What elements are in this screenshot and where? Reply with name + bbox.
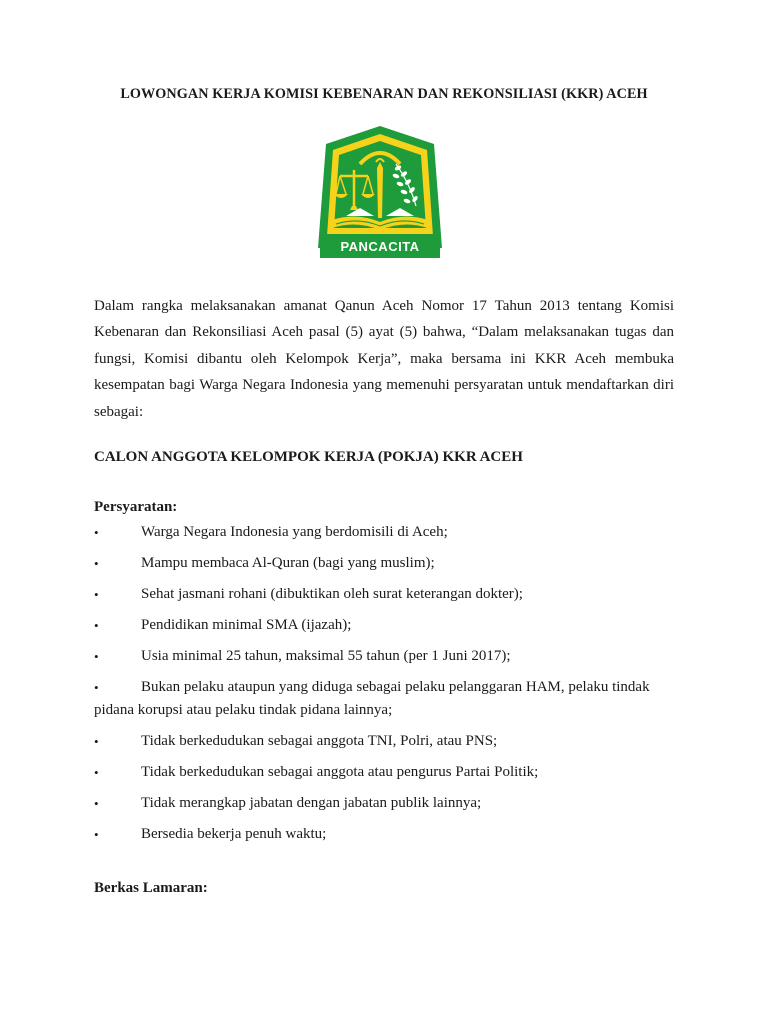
requirement-text: Warga Negara Indonesia yang berdomisili di Aceh; (141, 524, 448, 540)
bullet-icon: • (94, 734, 99, 749)
requirement-item (94, 730, 684, 753)
requirement-item (94, 614, 684, 637)
bullet-icon: • (94, 680, 99, 695)
requirement-text: Bersedia bekerja penuh waktu; (141, 826, 327, 842)
requirement-text: Mampu membaca Al-Quran (bagi yang muslim); (141, 555, 435, 571)
requirement-item (94, 583, 684, 606)
requirement-text: Pendidikan minimal SMA (ijazah); (141, 617, 352, 633)
requirement-item (94, 552, 684, 575)
aceh-pancacita-emblem-logo (316, 124, 444, 261)
requirements-heading: Persyaratan: (94, 499, 178, 515)
requirement-text: Usia minimal 25 tahun, maksimal 55 tahun (per 1 Juni 2017); (141, 648, 511, 664)
position-heading: CALON ANGGOTA KELOMPOK KERJA (POKJA) KKR ACEH (94, 449, 523, 465)
requirement-text: Tidak merangkap jabatan dengan jabatan publik lainnya; (141, 795, 482, 811)
bullet-icon: • (94, 827, 99, 842)
requirement-item (94, 676, 684, 722)
intro-paragraph: Dalam rangka melaksanakan amanat Qanun Aceh Nomor 17 Tahun 2013 tentang Komisi Kebenaran dan Rekonsiliasi Aceh pasal (5) ayat (5) bahwa, “Dalam melaksanakan tugas dan fungsi, Komisi dibantu oleh Kelompok Kerja”, maka bersama ini KKR Aceh membuka kesempatan bagi Warga Negara Indonesia yang memenuhi persyaratan untuk mendaftarkan diri sebagai: (94, 298, 674, 420)
requirement-item (94, 761, 684, 784)
requirement-text: Tidak berkedudukan sebagai anggota TNI, Polri, atau PNS; (141, 733, 498, 749)
application-files-heading: Berkas Lamaran: (94, 880, 208, 896)
page-title: LOWONGAN KERJA KOMISI KEBENARAN DAN REKONSILIASI (KKR) ACEH (120, 86, 648, 102)
bullet-icon: • (94, 796, 99, 811)
bullet-icon: • (94, 525, 99, 540)
bullet-icon: • (94, 765, 99, 780)
requirement-text: Tidak berkedudukan sebagai anggota atau pengurus Partai Politik; (141, 764, 539, 780)
requirement-text: Sehat jasmani rohani (dibuktikan oleh surat keterangan dokter); (141, 586, 523, 602)
requirement-item (94, 521, 684, 544)
requirement-item (94, 792, 684, 815)
requirement-item (94, 823, 684, 846)
bullet-icon: • (94, 649, 99, 664)
requirement-text: Bukan pelaku ataupun yang diduga sebagai pelaku pelanggaran HAM, pelaku tindak pidana korupsi atau pelaku tindak pidana lainnya; (94, 679, 650, 718)
bullet-icon: • (94, 556, 99, 571)
bullet-icon: • (94, 618, 99, 633)
requirement-item (94, 645, 684, 668)
bullet-icon: • (94, 587, 99, 602)
requirements-list (94, 521, 684, 854)
logo-banner-text: PANCACITA (340, 239, 420, 254)
